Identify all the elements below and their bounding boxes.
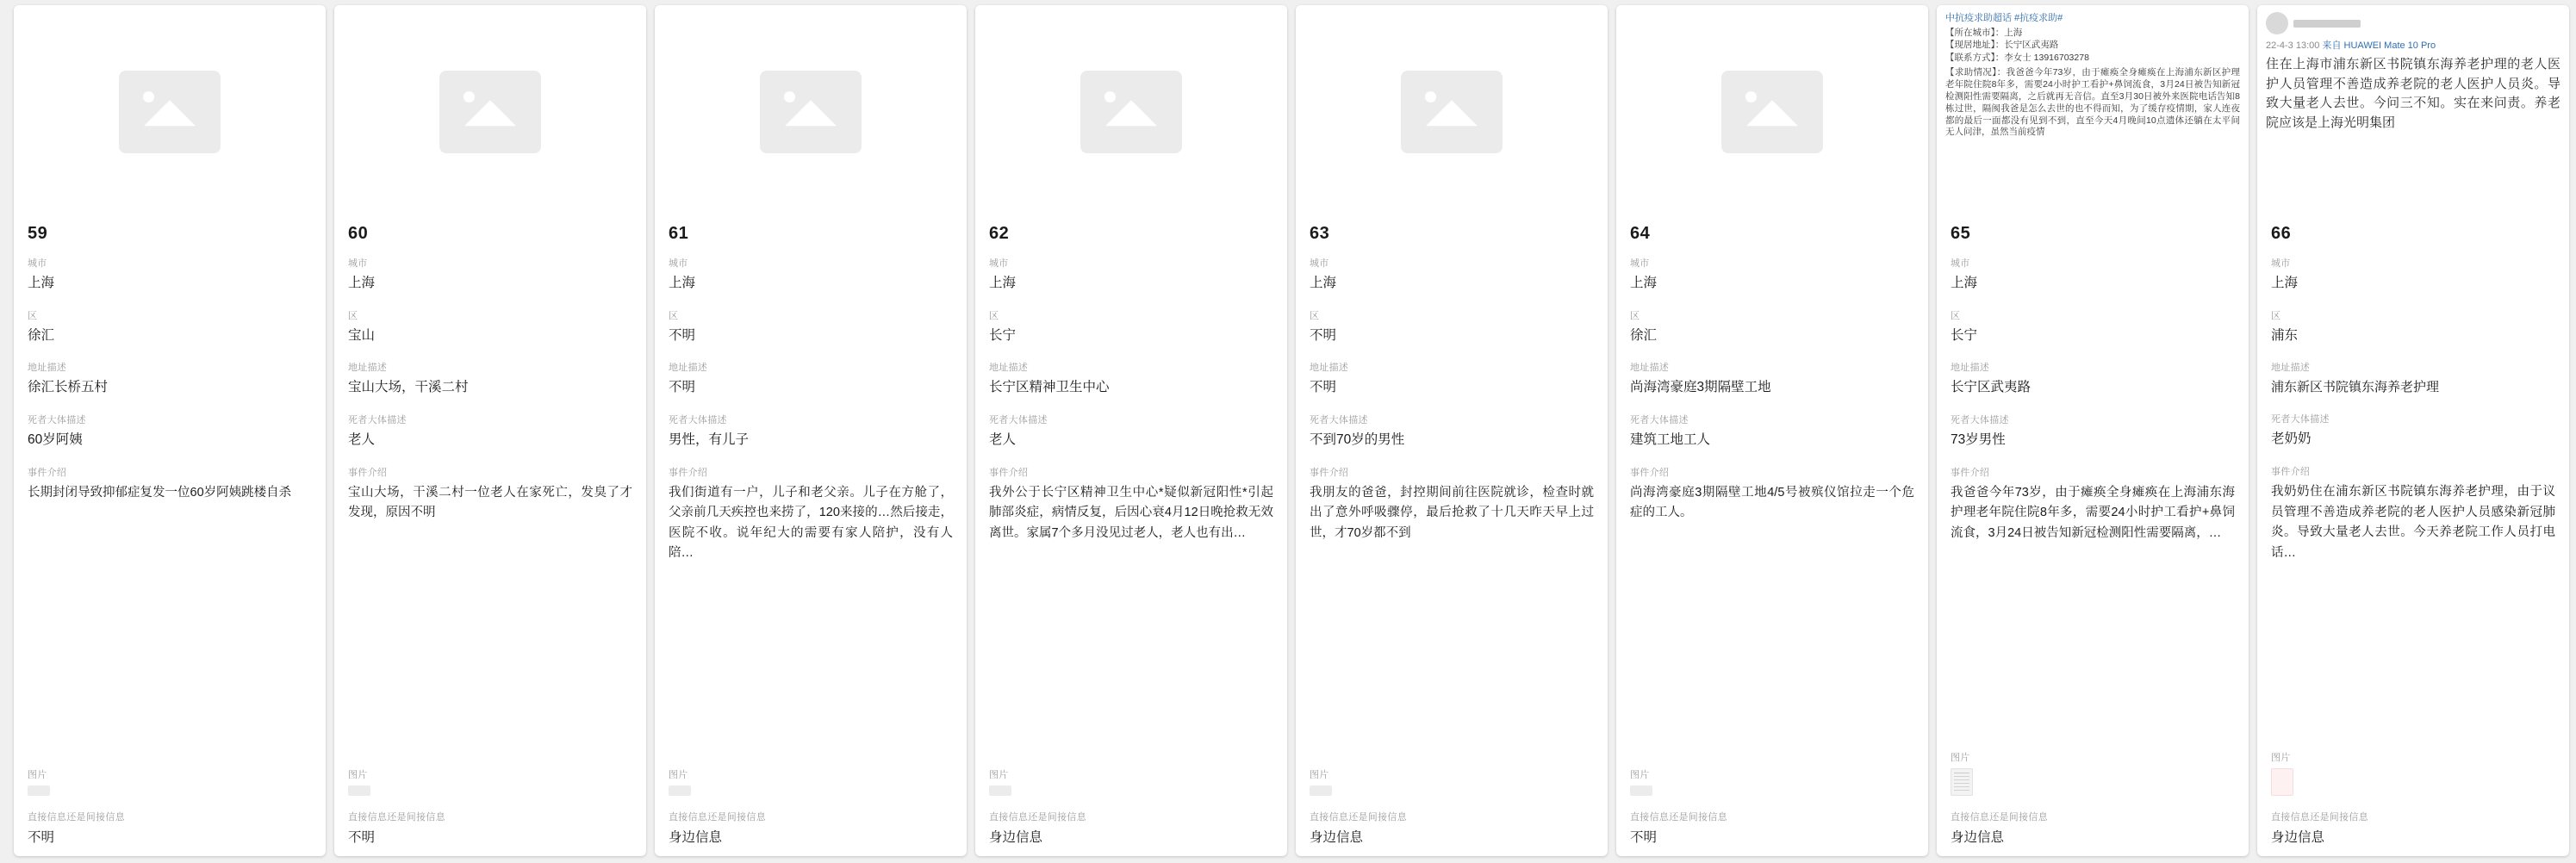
image-placeholder-icon <box>1721 71 1823 153</box>
field-label-district: 区 <box>1951 310 1961 321</box>
field-value-address: 不明 <box>1310 380 1337 395</box>
field-label-city: 城市 <box>2271 258 2291 269</box>
field-value-source: 不明 <box>1630 830 1658 846</box>
field-label-source: 直接信息还是间接信息 <box>28 812 125 823</box>
field-value-address: 徐汇长桥五村 <box>28 380 109 395</box>
field-value-body-desc: 老人 <box>348 432 376 448</box>
field-label-source: 直接信息还是间接信息 <box>669 812 766 823</box>
field-value-address: 宝山大场，干溪二村 <box>348 380 469 395</box>
field-value-city: 上海 <box>669 276 696 290</box>
record-card[interactable] <box>1616 5 1928 856</box>
field-value-event: 我朋友的爸爸，封控期间前往医院就诊，检查时就出了意外呼吸骤停，最后抢救了十几天昨天早上过世，才70岁都不到 <box>1310 485 1594 540</box>
field-value-address: 浦东新区书院镇东海养老护理 <box>2271 380 2440 395</box>
field-source <box>28 810 312 847</box>
weibo-supertopic: 中抗疫求助超话 #抗疫求助# <box>1945 13 2063 23</box>
record-card[interactable] <box>334 5 646 856</box>
field-source <box>1630 810 1914 847</box>
field-value-event: 我们街道有一户，儿子和老父亲。儿子在方舱了，父亲前几天疾控也来捞了，120来接的…然后接走，医院不收。说年纪大的需要有家人陪护，没有人陪… <box>669 485 953 561</box>
weibo-post-screenshot <box>2257 5 2569 219</box>
field-label-address: 地址描述 <box>2271 363 2311 374</box>
record-index: 66 <box>2271 224 2292 243</box>
weibo-field-city: 【所在城市】：上海 <box>1945 27 2023 38</box>
record-index: 64 <box>1630 224 1651 243</box>
field-image <box>1630 767 1914 799</box>
avatar <box>2266 12 2288 34</box>
card-body <box>14 219 326 856</box>
field-label-district: 区 <box>348 310 358 321</box>
field-label-address: 地址描述 <box>1630 363 1670 374</box>
card-body <box>1616 219 1928 856</box>
field-label-body-desc: 死者大体描述 <box>1951 415 2009 426</box>
field-label-district: 区 <box>1310 310 1320 321</box>
record-index: 65 <box>1951 224 1971 243</box>
field-label-source: 直接信息还是间接信息 <box>1951 812 2048 823</box>
field-label-body-desc: 死者大体描述 <box>348 415 407 426</box>
image-thumbnail[interactable] <box>348 785 370 796</box>
image-thumbnail[interactable] <box>1310 785 1332 796</box>
field-value-event: 宝山大场，干溪二村一位老人在家死亡，发臭了才发现，原因不明 <box>348 485 632 520</box>
record-card[interactable] <box>2257 5 2569 856</box>
field-value-body-desc: 60岁阿姨 <box>28 432 83 448</box>
field-label-source: 直接信息还是间接信息 <box>989 812 1086 823</box>
field-value-district: 不明 <box>1310 327 1337 343</box>
field-value-district: 长宁 <box>989 327 1017 343</box>
image-placeholder-icon <box>119 71 221 153</box>
field-label-body-desc: 死者大体描述 <box>1310 415 1368 426</box>
field-source <box>2271 810 2555 847</box>
field-value-city: 上海 <box>28 276 55 290</box>
field-value-address: 不明 <box>669 380 696 395</box>
field-label-city: 城市 <box>1630 258 1650 269</box>
field-image <box>348 767 632 799</box>
field-value-district: 徐汇 <box>28 327 55 343</box>
field-label-district: 区 <box>28 310 38 321</box>
weibo-post-text: 住在上海市浦东新区书院镇东海养老护理的老人医护人员管理不善造成养老院的老人医护人员炎。导致大量老人去世。今问三不知。实在来问责。养老院应该是上海光明集团 <box>2266 57 2560 130</box>
field-value-source: 身边信息 <box>669 830 723 846</box>
field-label-event: 事件介绍 <box>28 467 67 478</box>
field-value-city: 上海 <box>348 276 376 290</box>
image-placeholder-icon <box>1401 71 1503 153</box>
record-index: 62 <box>989 224 1010 243</box>
image-thumbnail[interactable] <box>2271 768 2293 796</box>
field-value-district: 宝山 <box>348 327 376 343</box>
card-media <box>655 5 967 219</box>
image-thumbnail[interactable] <box>1951 768 1973 796</box>
post-source: 来自 HUAWEI Mate 10 Pro <box>2322 40 2436 51</box>
field-value-event: 我外公于长宁区精神卫生中心*疑似新冠阳性*引起肺部炎症，病情反复，后因心衰4月12日晚抢救无效离世。家属7个多月没见过老人，老人也有出… <box>989 485 1273 540</box>
card-body <box>2257 219 2569 856</box>
field-value-district: 徐汇 <box>1630 327 1658 343</box>
field-value-event: 尚海湾豪庭3期隔壁工地4/5号被殡仪馆拉走一个危症的工人。 <box>1630 485 1914 520</box>
field-value-city: 上海 <box>2271 276 2299 290</box>
field-label-image: 图片 <box>669 770 688 781</box>
field-label-body-desc: 死者大体描述 <box>2271 414 2330 425</box>
field-label-event: 事件介绍 <box>989 467 1029 478</box>
post-timestamp: 22-4-3 13:00 <box>2266 40 2320 51</box>
card-media <box>1296 5 1608 219</box>
field-image <box>1951 750 2235 799</box>
field-value-city: 上海 <box>1630 276 1658 290</box>
field-label-image: 图片 <box>1310 770 1329 781</box>
field-label-source: 直接信息还是间接信息 <box>1630 812 1727 823</box>
field-label-address: 地址描述 <box>28 363 67 374</box>
field-label-city: 城市 <box>669 258 688 269</box>
card-media <box>975 5 1287 219</box>
card-body <box>334 219 646 856</box>
card-body <box>1296 219 1608 856</box>
card-body <box>975 219 1287 856</box>
record-card[interactable] <box>1937 5 2249 856</box>
field-label-source: 直接信息还是间接信息 <box>2271 812 2368 823</box>
field-value-body-desc: 73岁男性 <box>1951 432 2006 448</box>
field-source <box>1951 810 2235 847</box>
field-value-body-desc: 老奶奶 <box>2271 432 2312 447</box>
image-thumbnail[interactable] <box>669 785 691 796</box>
card-media[interactable] <box>2257 5 2569 219</box>
field-value-address: 长宁区精神卫生中心 <box>989 380 1110 395</box>
record-index: 60 <box>348 224 369 243</box>
field-value-event: 长期封闭导致抑郁症复发一位60岁阿姨跳楼自杀 <box>28 485 292 500</box>
field-label-body-desc: 死者大体描述 <box>669 415 727 426</box>
card-media[interactable] <box>1937 5 2249 219</box>
weibo-field-situation: 【求助情况】：我爸爸今年73岁，由于瘫痪全身瘫痪在上海浦东新区护理老年院住院8年多，需要24小时护工看护+鼻饲流食，3月24日被告知新冠检测阳性需要隔离，之后就再无音信。直至3月30日被外来医院电话告知8栋过世，隔阂我爸是怎么去世的也不得而知，为了缓存疫情期，家人连夜都的最后一面都没有见到不到，直至今天4月晚间10点遗体还躺在太平间无人问津，虽然当前疫情 <box>1945 67 2240 138</box>
field-label-event: 事件介绍 <box>1951 467 1990 478</box>
field-label-city: 城市 <box>28 258 47 269</box>
field-label-event: 事件介绍 <box>2271 467 2311 478</box>
field-image <box>669 767 953 799</box>
field-label-district: 区 <box>2271 310 2281 321</box>
field-label-body-desc: 死者大体描述 <box>989 415 1048 426</box>
field-value-address: 长宁区武夷路 <box>1951 380 2032 395</box>
field-value-city: 上海 <box>1310 276 1337 290</box>
field-value-source: 身边信息 <box>2271 830 2325 846</box>
weibo-post-meta <box>2266 38 2560 52</box>
field-label-event: 事件介绍 <box>348 467 388 478</box>
field-label-city: 城市 <box>989 258 1009 269</box>
field-label-city: 城市 <box>1310 258 1329 269</box>
record-card[interactable] <box>1296 5 1608 856</box>
field-label-image: 图片 <box>348 770 368 781</box>
field-label-source: 直接信息还是间接信息 <box>1310 812 1407 823</box>
field-label-image: 图片 <box>2271 753 2291 764</box>
field-value-city: 上海 <box>989 276 1017 290</box>
field-label-body-desc: 死者大体描述 <box>1630 415 1689 426</box>
image-placeholder-icon <box>760 71 862 153</box>
field-label-event: 事件介绍 <box>669 467 708 478</box>
field-source <box>989 810 1273 847</box>
record-card[interactable] <box>975 5 1287 856</box>
field-value-district: 浦东 <box>2271 327 2299 343</box>
record-index: 59 <box>28 224 48 243</box>
field-label-event: 事件介绍 <box>1310 467 1349 478</box>
field-label-district: 区 <box>669 310 679 321</box>
field-value-district: 不明 <box>669 327 696 343</box>
record-card[interactable] <box>14 5 326 856</box>
field-value-body-desc: 不到70岁的男性 <box>1310 432 1405 448</box>
field-label-district: 区 <box>1630 310 1640 321</box>
field-value-source: 身边信息 <box>1951 830 2005 846</box>
field-image <box>28 767 312 799</box>
field-label-address: 地址描述 <box>1310 363 1349 374</box>
field-label-source: 直接信息还是间接信息 <box>348 812 445 823</box>
weibo-field-address: 【现居地址】：长宁区武夷路 <box>1945 40 2059 51</box>
image-placeholder-icon <box>1080 71 1182 153</box>
field-image <box>2271 750 2555 799</box>
field-value-event: 我奶奶住在浦东新区书院镇东海养老护理，由于议员管理不善造成养老院的老人医护人员感染新冠肺炎。导致大量老人去世。今天养老院工作人员打电话… <box>2271 485 2555 560</box>
field-value-source: 不明 <box>348 830 376 846</box>
field-value-address: 尚海湾豪庭3期隔壁工地 <box>1630 380 1771 395</box>
record-index: 61 <box>669 224 689 243</box>
field-source <box>348 810 632 847</box>
record-card[interactable] <box>655 5 967 856</box>
field-label-address: 地址描述 <box>669 363 708 374</box>
field-value-city: 上海 <box>1951 276 1978 290</box>
field-label-image: 图片 <box>28 770 47 781</box>
card-body <box>1937 219 2249 856</box>
field-label-address: 地址描述 <box>348 363 388 374</box>
field-value-source: 身边信息 <box>989 830 1043 846</box>
weibo-post-header <box>2266 12 2560 34</box>
weibo-field-contact: 【联系方式】：李女士 13916703278 <box>1945 53 2089 64</box>
field-value-source: 不明 <box>28 830 55 846</box>
field-label-image: 图片 <box>989 770 1009 781</box>
image-thumbnail[interactable] <box>989 785 1011 796</box>
field-label-district: 区 <box>989 310 999 321</box>
card-media <box>1616 5 1928 219</box>
field-value-body-desc: 建筑工地工人 <box>1630 432 1711 448</box>
field-source <box>1310 810 1594 847</box>
field-label-image: 图片 <box>1951 753 1970 764</box>
card-media <box>334 5 646 219</box>
image-thumbnail[interactable] <box>1630 785 1652 796</box>
field-value-event: 我爸爸今年73岁，由于瘫痪全身瘫痪在上海浦东海护理老年院住院8年多，需要24小时护工看护+鼻饲流食，3月24日被告知新冠检测阳性需要隔离，… <box>1951 485 2235 540</box>
field-label-address: 地址描述 <box>989 363 1029 374</box>
field-value-district: 长宁 <box>1951 327 1978 343</box>
field-label-body-desc: 死者大体描述 <box>28 415 86 426</box>
field-label-event: 事件介绍 <box>1630 467 1670 478</box>
field-source <box>669 810 953 847</box>
field-label-image: 图片 <box>1630 770 1650 781</box>
image-placeholder-icon <box>439 71 541 153</box>
card-media <box>14 5 326 219</box>
field-label-address: 地址描述 <box>1951 363 1990 374</box>
field-value-source: 身边信息 <box>1310 830 1364 846</box>
field-image <box>989 767 1273 799</box>
username-redacted <box>2293 20 2361 28</box>
weibo-screenshot <box>1937 5 2249 219</box>
field-label-city: 城市 <box>348 258 368 269</box>
field-value-body-desc: 男性，有儿子 <box>669 432 750 448</box>
record-index: 63 <box>1310 224 1330 243</box>
field-value-body-desc: 老人 <box>989 432 1017 448</box>
image-thumbnail[interactable] <box>28 785 50 796</box>
card-body <box>655 219 967 856</box>
field-label-city: 城市 <box>1951 258 1970 269</box>
field-image <box>1310 767 1594 799</box>
